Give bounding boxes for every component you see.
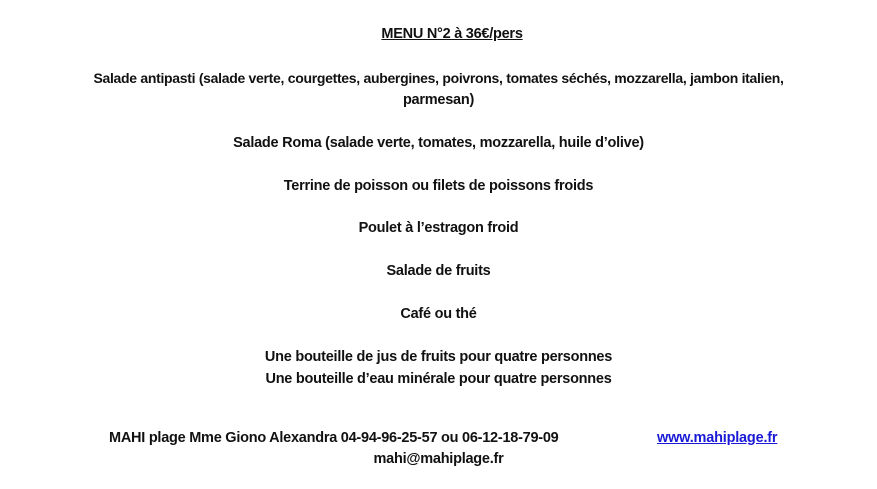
menu-item-jus-de-fruits: Une bouteille de jus de fruits pour quatre personnes	[264, 349, 613, 365]
menu-title: MENU N°2 à 36€/pers	[381, 26, 523, 42]
contact-email: mahi@mahiplage.fr	[373, 451, 504, 467]
contact-info: MAHI plage Mme Giono Alexandra 04-94-96-25-57 ou 06-12-18-79-09	[109, 430, 559, 446]
menu-item-terrine: Terrine de poisson ou filets de poissons froids	[283, 178, 594, 194]
menu-item-eau-minerale: Une bouteille d’eau minérale pour quatre personnes	[265, 371, 612, 387]
website-link[interactable]: www.mahiplage.fr	[657, 430, 778, 446]
menu-item-poulet: Poulet à l’estragon froid	[358, 220, 519, 236]
menu-item-cafe: Café ou thé	[400, 306, 477, 322]
menu-item-salade-fruits: Salade de fruits	[386, 263, 491, 279]
menu-item-salade-roma: Salade Roma (salade verte, tomates, mozzarella, huile d’olive)	[233, 135, 644, 151]
menu-item-antipasti: Salade antipasti (salade verte, courgettes, aubergines, poivrons, tomates séchés, mozzarella, jambon italien,	[93, 70, 784, 86]
menu-item-antipasti-continued: parmesan)	[402, 92, 475, 108]
